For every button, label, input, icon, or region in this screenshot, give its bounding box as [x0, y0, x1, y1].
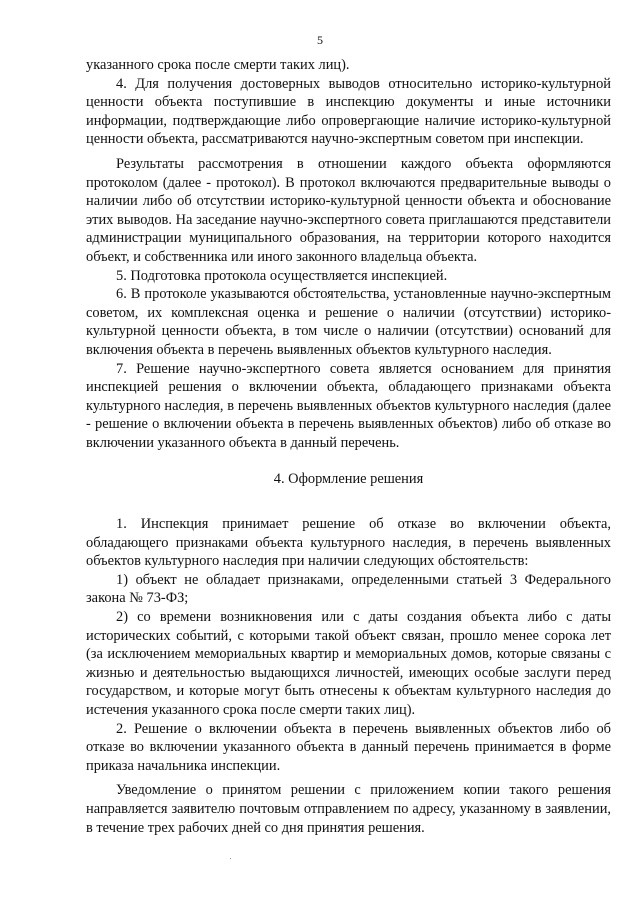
- paragraph-notification: Уведомление о принятом решении с приложением копии такого решения направляется заявителю почтовым отправлением по адресу, указанному в заявлении, в течение трех рабочих дней со дня принятия решения.: [86, 782, 611, 836]
- paragraph-item-7: 7. Решение научно-экспертного совета является основанием для принятия инспекцией решения о включении объекта, обладающего признаками объекта культурного наследия, в перечень выявленных объектов культурного наследия (далее - решение о включении объекта в перечень выявленных объектов) либо об отказе во включении указанного объекта в данный перечень.: [86, 360, 611, 451]
- paragraph-results: Результаты рассмотрения в отношении каждого объекта оформляются протоколом (далее - протокол). В протокол включаются предварительные выводы о наличии либо об отсутствии историко-культурной ценности объекта и обоснование этих выводов. На заседание научно-экспертного совета приглашаются представители администрации муниципального образования, на территории которого находится объект, и собственника или иного законного владельца объекта.: [86, 155, 611, 265]
- paragraph-subitem-2: 2) со времени возникновения или с даты создания объекта либо с даты исторических событий, с которыми такой объект связан, прошло менее сорока лет (за исключением мемориальных квартир и мемориальных домов, которые связаны с жизнью и деятельностью выдающихся личностей, имеющих особые заслуги перед государством, и которые могут быть отнесены к объектам культурного наследия до истечения указанного срока после смерти таких лиц).: [86, 609, 611, 718]
- section-heading: 4. Оформление решения: [273, 471, 424, 488]
- paragraph-item-6: 6. В протоколе указываются обстоятельства, установленные научно-экспертным советом, их комплексная оценка и решение о наличии (отсутствии) историко-культурной ценности объекта, в том числе о наличии (отсутствии) оснований для включения объекта в перечень выявленных объектов культурного наследия.: [86, 286, 611, 358]
- paragraph-subitem-1: 1) объект не обладает признаками, определенными статьей 3 Федерального закона № 73-ФЗ;: [86, 571, 611, 607]
- document-body: [86, 56, 611, 837]
- paragraph-section4-item-1: 1. Инспекция принимает решение об отказе во включении объекта, обладающего признаками объекта культурного наследия, в перечень выявленных объектов культурного наследия при наличии следующих обстоятельств:: [86, 516, 611, 570]
- paragraph-continuation: указанного срока после смерти таких лиц).: [86, 57, 350, 73]
- paragraph-item-4: 4. Для получения достоверных выводов относительно историко-культурной ценности объекта поступившие в инспекцию документы и иные источники информации, подтверждающие либо опровергающие наличие историко-культурной ценности объекта, рассматриваются научно-экспертным советом при инспекции.: [86, 75, 611, 148]
- paragraph-item-5: 5. Подготовка протокола осуществляется инспекцией.: [116, 267, 448, 284]
- paragraph-section4-item-2: 2. Решение о включении объекта в перечень выявленных объектов либо об отказе во включении указанного объекта в данный перечень принимается в форме приказа начальника инспекции.: [86, 720, 611, 774]
- page-number: 5: [317, 33, 323, 47]
- scan-speck: [230, 858, 231, 859]
